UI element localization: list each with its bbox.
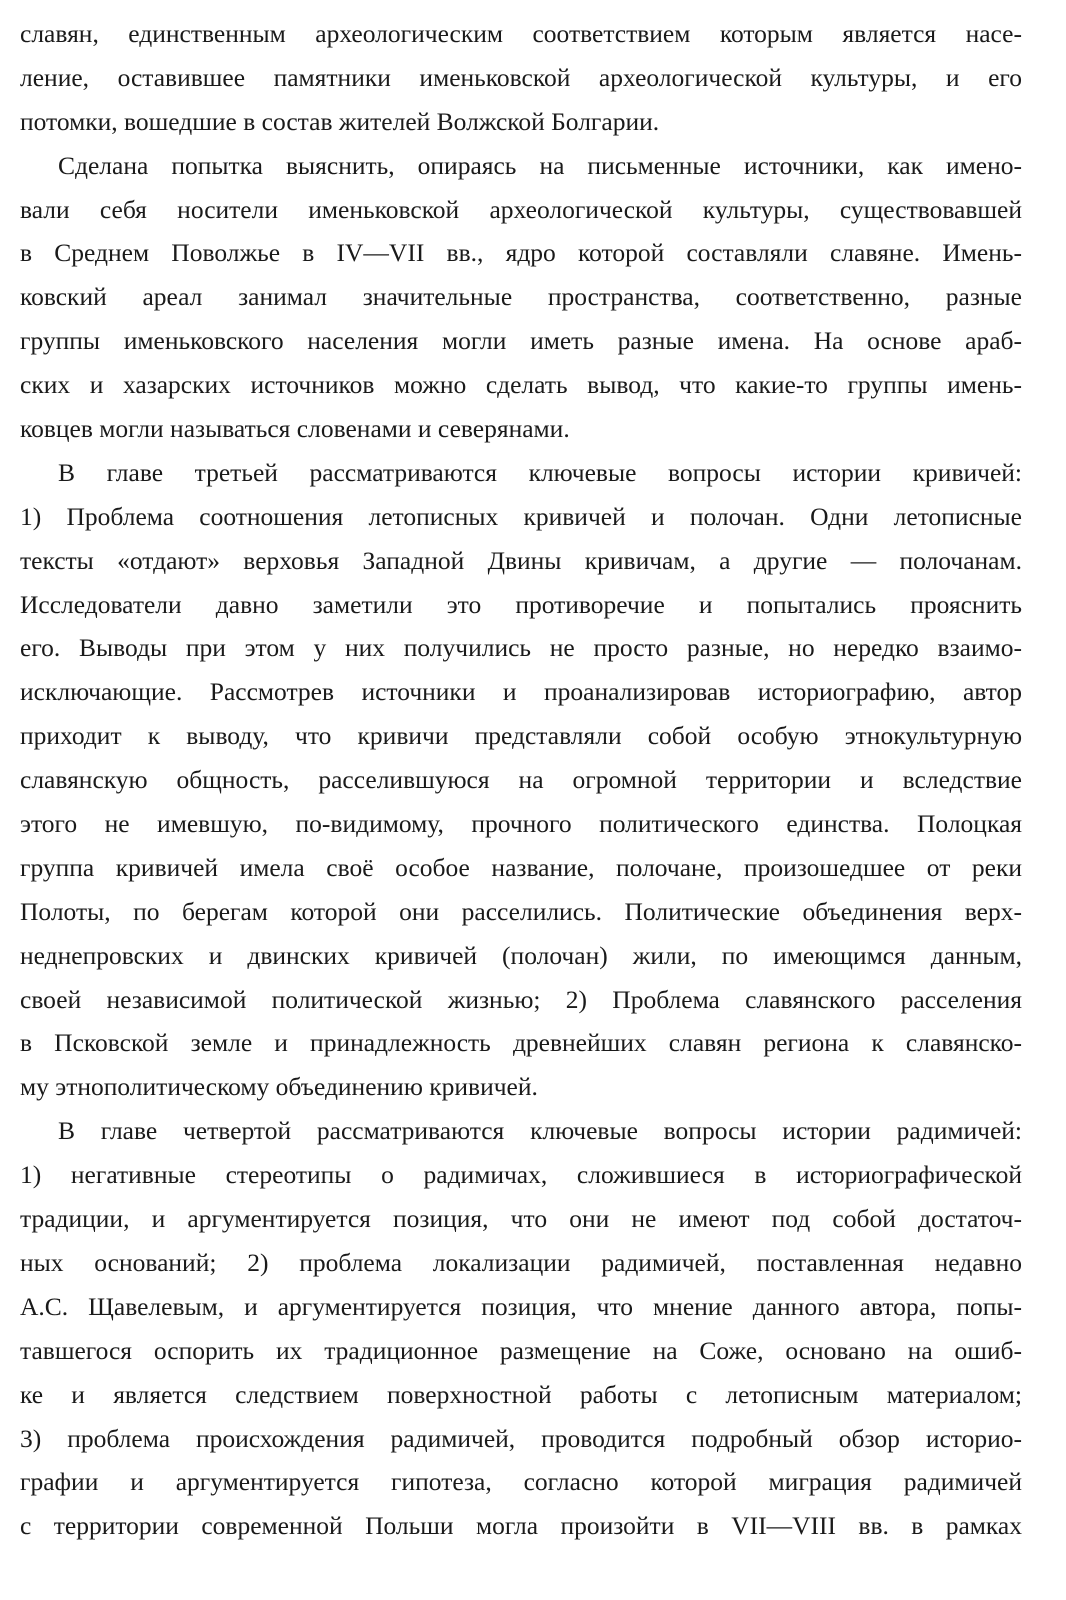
text-line: Исследователи давно заметили это противоречие и попытались прояснить: [20, 589, 1022, 619]
text-line: группа кривичей имела своё особое название, полочане, произошедшее от реки: [20, 852, 1022, 882]
text-line: в Среднем Поволжье в IV—VII вв., ядро которой составляли славяне. Имень-: [20, 238, 1022, 268]
text-line: тавшегося оспорить их традиционное размещение на Соже, основано на ошиб-: [20, 1335, 1022, 1365]
text-line: группы именьковского населения могли иметь разные имена. На основе араб-: [20, 326, 1022, 356]
text-line: 1) Проблема соотношения летописных кривичей и полочан. Одни летописные: [20, 501, 1022, 531]
text-line: вали себя носители именьковской археологической культуры, существовавшей: [20, 194, 1022, 224]
text-line: ских и хазарских источников можно сделать вывод, что какие-то группы имень-: [20, 370, 1022, 400]
document-page: [20, 0, 1022, 1548]
text-line: славянскую общность, расселившуюся на огромной территории и вследствие: [20, 765, 1022, 795]
paragraph: [20, 144, 1022, 451]
text-line: своей независимой политической жизнью; 2) Проблема славянского расселения: [20, 984, 1022, 1014]
text-line: этого не имевшую, по-видимому, прочного политического единства. Полоцкая: [20, 809, 1022, 839]
text-line: его. Выводы при этом у них получились не просто разные, но нередко взаимо-: [20, 633, 1022, 663]
text-line: ке и является следствием поверхностной работы с летописным материалом;: [20, 1379, 1022, 1409]
text-line: традиции, и аргументируется позиция, что они не имеют под собой достаточ-: [20, 1204, 1022, 1234]
text-line: Полоты, по берегам которой они расселились. Политические объединения верх-: [20, 896, 1022, 926]
text-line: ковский ареал занимал значительные пространства, соответственно, разные: [20, 282, 1022, 312]
text-line: ление, оставившее памятники именьковской археологической культуры, и его: [20, 62, 1022, 92]
text-line: В главе четвертой рассматриваются ключевые вопросы истории радимичей:: [58, 1116, 1022, 1146]
text-line: му этнополитическому объединению кривичей.: [20, 1072, 538, 1102]
text-line: тексты «отдают» верховья Западной Двины кривичам, а другие — полочанам.: [20, 545, 1022, 575]
text-line: ных оснований; 2) проблема локализации радимичей, поставленная недавно: [20, 1247, 1022, 1277]
text-line: исключающие. Рассмотрев источники и проанализировав историографию, автор: [20, 677, 1022, 707]
text-line: 3) проблема происхождения радимичей, проводится подробный обзор историо-: [20, 1423, 1022, 1453]
paragraph: [20, 12, 1022, 144]
text-line: ковцев могли называться словенами и северянами.: [20, 414, 570, 444]
text-line: неднепровских и двинских кривичей (полочан) жили, по имеющимся данным,: [20, 940, 1022, 970]
text-line: с территории современной Польши могла произойти в VII—VIII вв. в рамках: [20, 1511, 1022, 1541]
text-line: потомки, вошедшие в состав жителей Волжской Болгарии.: [20, 106, 660, 136]
text-line: В главе третьей рассматриваются ключевые вопросы истории кривичей:: [58, 457, 1022, 487]
text-line: графии и аргументируется гипотеза, согласно которой миграция радимичей: [20, 1467, 1022, 1497]
text-line: Сделана попытка выяснить, опираясь на письменные источники, как имено-: [58, 150, 1022, 180]
text-line: славян, единственным археологическим соответствием которым является насе-: [20, 19, 1022, 48]
text-line: 1) негативные стереотипы о радимичах, сложившиеся в историографической: [20, 1160, 1022, 1190]
text-line: приходит к выводу, что кривичи представляли собой особую этнокультурную: [20, 721, 1022, 751]
paragraph: [20, 451, 1022, 1109]
paragraph: [20, 1109, 1022, 1548]
text-line: А.С. Щавелевым, и аргументируется позиция, что мнение данного автора, попы-: [20, 1291, 1022, 1321]
text-line: в Псковской земле и принадлежность древнейших славян региона к славянско-: [20, 1028, 1022, 1058]
